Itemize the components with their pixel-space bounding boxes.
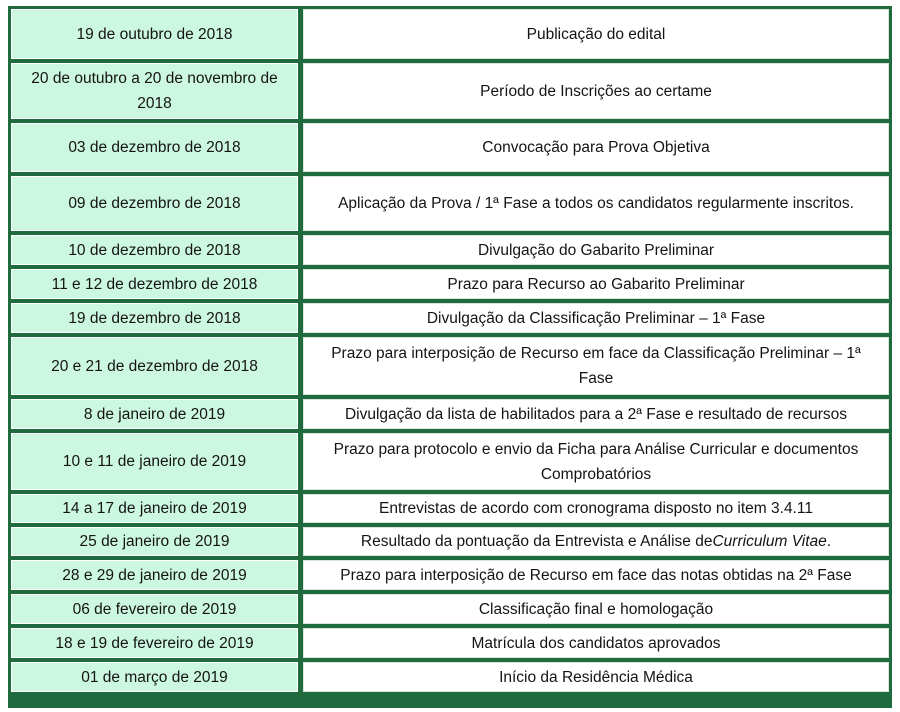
event-text: Divulgação do Gabarito Preliminar (477, 241, 715, 259)
event-cell (303, 269, 889, 299)
event-text-italic: Curriculum Vitae (712, 533, 827, 550)
table-row (11, 628, 889, 658)
date-cell: 14 a 17 de janeiro de 2019 (11, 494, 298, 523)
table-row (11, 235, 889, 265)
event-cell (303, 433, 889, 490)
table-row (11, 269, 889, 299)
event-text: Resultado da pontuação da Entrevista e Análise de (360, 533, 713, 550)
event-text: Prazo para protocolo e envio da Ficha para Análise Curricular e documentos Comprobatórios (333, 440, 859, 483)
event-cell (303, 337, 889, 395)
event-cell (303, 176, 889, 231)
event-text-suffix: . (826, 533, 832, 550)
table-row (11, 63, 889, 119)
date-cell: 8 de janeiro de 2019 (11, 399, 298, 429)
event-text: Prazo para Recurso ao Gabarito Preliminar (447, 275, 745, 293)
event-text: Divulgação da Classificação Preliminar – 1ª Fase (426, 309, 766, 327)
date-cell: 20 e 21 de dezembro de 2018 (11, 337, 298, 395)
date-cell: 11 e 12 de dezembro de 2018 (11, 269, 298, 299)
date-cell: 20 de outubro a 20 de novembro de 2018 (11, 63, 298, 119)
event-text: Aplicação da Prova / 1ª Fase a todos os candidatos regularmente inscritos. (338, 195, 854, 212)
schedule-table (8, 6, 892, 708)
event-text: Publicação do edital (526, 25, 666, 43)
table-row (11, 123, 889, 172)
date-cell: 01 de março de 2019 (11, 662, 298, 692)
event-cell (303, 123, 889, 172)
table-row (11, 662, 889, 692)
event-text: Prazo para interposição de Recurso em face da Classificação Preliminar – 1ª Fase (331, 345, 861, 387)
event-text: Divulgação da lista de habilitados para a 2ª Fase e resultado de recursos (344, 405, 848, 423)
table-row (11, 9, 889, 59)
table-row (11, 433, 889, 490)
date-cell: 28 e 29 de janeiro de 2019 (11, 560, 298, 590)
date-cell: 03 de dezembro de 2018 (11, 123, 298, 172)
table-row (11, 176, 889, 231)
event-text: Convocação para Prova Objetiva (482, 139, 710, 156)
table-row (11, 337, 889, 395)
event-cell (303, 662, 889, 692)
date-cell: 09 de dezembro de 2018 (11, 176, 298, 231)
event-cell (303, 560, 889, 590)
event-cell (303, 527, 889, 556)
table-row (11, 594, 889, 624)
event-text: Período de Inscrições ao certame (480, 82, 712, 100)
date-cell: 25 de janeiro de 2019 (11, 527, 298, 556)
date-cell: 19 de dezembro de 2018 (11, 303, 298, 333)
table-row (11, 494, 889, 523)
table-row (11, 527, 889, 556)
event-cell (303, 399, 889, 429)
event-cell (303, 594, 889, 624)
event-cell (303, 303, 889, 333)
event-text: Início da Residência Médica (499, 668, 693, 686)
table-row (11, 560, 889, 590)
date-cell: 19 de outubro de 2018 (11, 9, 298, 59)
event-text: Entrevistas de acordo com cronograma disposto no item 3.4.11 (379, 500, 813, 517)
date-cell: 18 e 19 de fevereiro de 2019 (11, 628, 298, 658)
event-cell (303, 628, 889, 658)
event-cell (303, 235, 889, 265)
event-cell (303, 494, 889, 523)
table-row (11, 303, 889, 333)
event-text: Prazo para interposição de Recurso em face das notas obtidas na 2ª Fase (340, 566, 852, 584)
table-row (11, 399, 889, 429)
date-cell: 10 e 11 de janeiro de 2019 (11, 433, 298, 490)
event-cell (303, 63, 889, 119)
event-cell (303, 9, 889, 59)
date-cell: 10 de dezembro de 2018 (11, 235, 298, 265)
event-text: Classificação final e homologação (478, 600, 714, 618)
event-text: Matrícula dos candidatos aprovados (471, 634, 721, 652)
date-cell: 06 de fevereiro de 2019 (11, 594, 298, 624)
